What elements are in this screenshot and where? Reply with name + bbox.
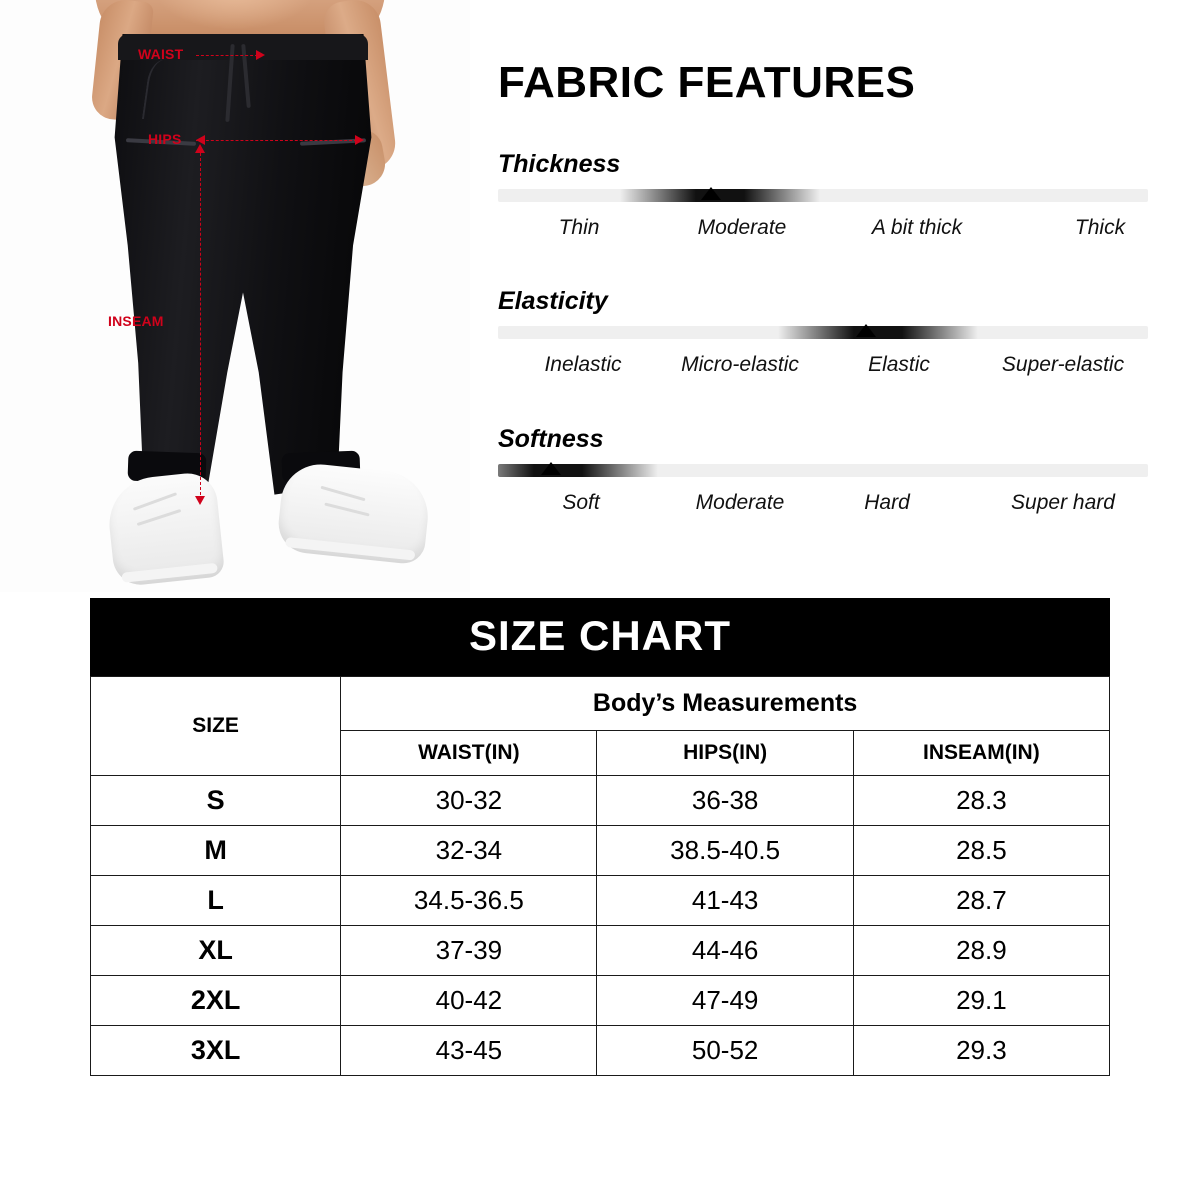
waist-callout-arrow: [256, 50, 265, 60]
scale-option: Micro-elastic: [681, 353, 799, 376]
row-waist: 40-42: [341, 976, 597, 1026]
feature-softness-scale: [498, 491, 1148, 519]
row-size: 2XL: [91, 976, 341, 1026]
scale-option: Thin: [558, 216, 600, 239]
scale-option: Moderate: [697, 216, 787, 239]
table-header-row-group: [91, 677, 1110, 731]
inseam-callout-label: INSEAM: [108, 313, 164, 329]
row-waist: 30-32: [341, 776, 597, 826]
scale-option: Super hard: [1011, 491, 1115, 514]
table-row: [91, 976, 1110, 1026]
row-hips: 38.5-40.5: [597, 826, 853, 876]
row-size: S: [91, 776, 341, 826]
feature-softness: [498, 425, 1158, 519]
scale-option: Super-elastic: [1001, 353, 1125, 376]
scale-option: Moderate: [695, 491, 785, 514]
waist-callout-label: WAIST: [138, 46, 184, 62]
column-header-inseam: INSEAM(IN): [853, 731, 1109, 776]
feature-thickness: [498, 150, 1158, 244]
scale-option: Elastic: [868, 353, 930, 376]
size-chart-table: [90, 676, 1110, 1076]
row-hips: 36-38: [597, 776, 853, 826]
row-size: M: [91, 826, 341, 876]
scale-option: A bit thick: [871, 216, 963, 239]
column-header-waist: WAIST(IN): [341, 731, 597, 776]
hips-callout-line: [196, 140, 362, 141]
row-inseam: 29.1: [853, 976, 1109, 1026]
measurements-group-header: Body’s Measurements: [341, 677, 1110, 731]
scale-option: Thick: [1074, 216, 1126, 239]
row-waist: 37-39: [341, 926, 597, 976]
size-chart-section: [90, 598, 1110, 1076]
scale-option: Soft: [562, 491, 600, 514]
fabric-features-title: FABRIC FEATURES: [498, 58, 916, 107]
row-size: L: [91, 876, 341, 926]
feature-softness-bar-fill: [498, 464, 658, 477]
table-row: [91, 926, 1110, 976]
row-waist: 43-45: [341, 1026, 597, 1076]
row-hips: 47-49: [597, 976, 853, 1026]
feature-elasticity-bar: [498, 326, 1148, 339]
feature-elasticity-marker: [856, 324, 876, 337]
feature-thickness-bar: [498, 189, 1148, 202]
feature-softness-marker: [541, 462, 561, 475]
feature-elasticity-bar-fill: [778, 326, 978, 339]
fabric-features-panel: [470, 0, 1200, 592]
feature-softness-label: Softness: [498, 425, 604, 453]
feature-elasticity-scale: [498, 353, 1148, 381]
row-waist: 32-34: [341, 826, 597, 876]
size-chart-title: SIZE CHART: [90, 598, 1110, 676]
feature-thickness-marker: [701, 187, 721, 200]
inseam-callout-arrow-bottom: [195, 496, 205, 505]
row-inseam: 28.7: [853, 876, 1109, 926]
table-row: [91, 776, 1110, 826]
column-header-hips: HIPS(IN): [597, 731, 853, 776]
feature-softness-bar: [498, 464, 1148, 477]
row-size: 3XL: [91, 1026, 341, 1076]
row-inseam: 29.3: [853, 1026, 1109, 1076]
shoe-left: [105, 471, 225, 588]
feature-elasticity: [498, 287, 1158, 381]
inseam-callout-arrow-top: [195, 144, 205, 153]
scale-option: Inelastic: [544, 353, 622, 376]
table-row: [91, 876, 1110, 926]
inseam-callout-line: [200, 148, 201, 500]
row-size: XL: [91, 926, 341, 976]
scale-option: Hard: [864, 491, 910, 514]
row-hips: 44-46: [597, 926, 853, 976]
size-column-header: SIZE: [91, 677, 341, 776]
row-hips: 50-52: [597, 1026, 853, 1076]
row-inseam: 28.5: [853, 826, 1109, 876]
hips-callout-arrow-right: [355, 135, 364, 145]
waist-callout-line: [196, 55, 258, 56]
feature-thickness-label: Thickness: [498, 150, 621, 178]
hips-callout-label: HIPS: [148, 131, 182, 147]
table-row: [91, 1026, 1110, 1076]
row-inseam: 28.3: [853, 776, 1109, 826]
feature-elasticity-label: Elasticity: [498, 287, 608, 315]
row-inseam: 28.9: [853, 926, 1109, 976]
product-image: [0, 0, 470, 592]
table-row: [91, 826, 1110, 876]
row-hips: 41-43: [597, 876, 853, 926]
row-waist: 34.5-36.5: [341, 876, 597, 926]
feature-thickness-scale: [498, 216, 1148, 244]
